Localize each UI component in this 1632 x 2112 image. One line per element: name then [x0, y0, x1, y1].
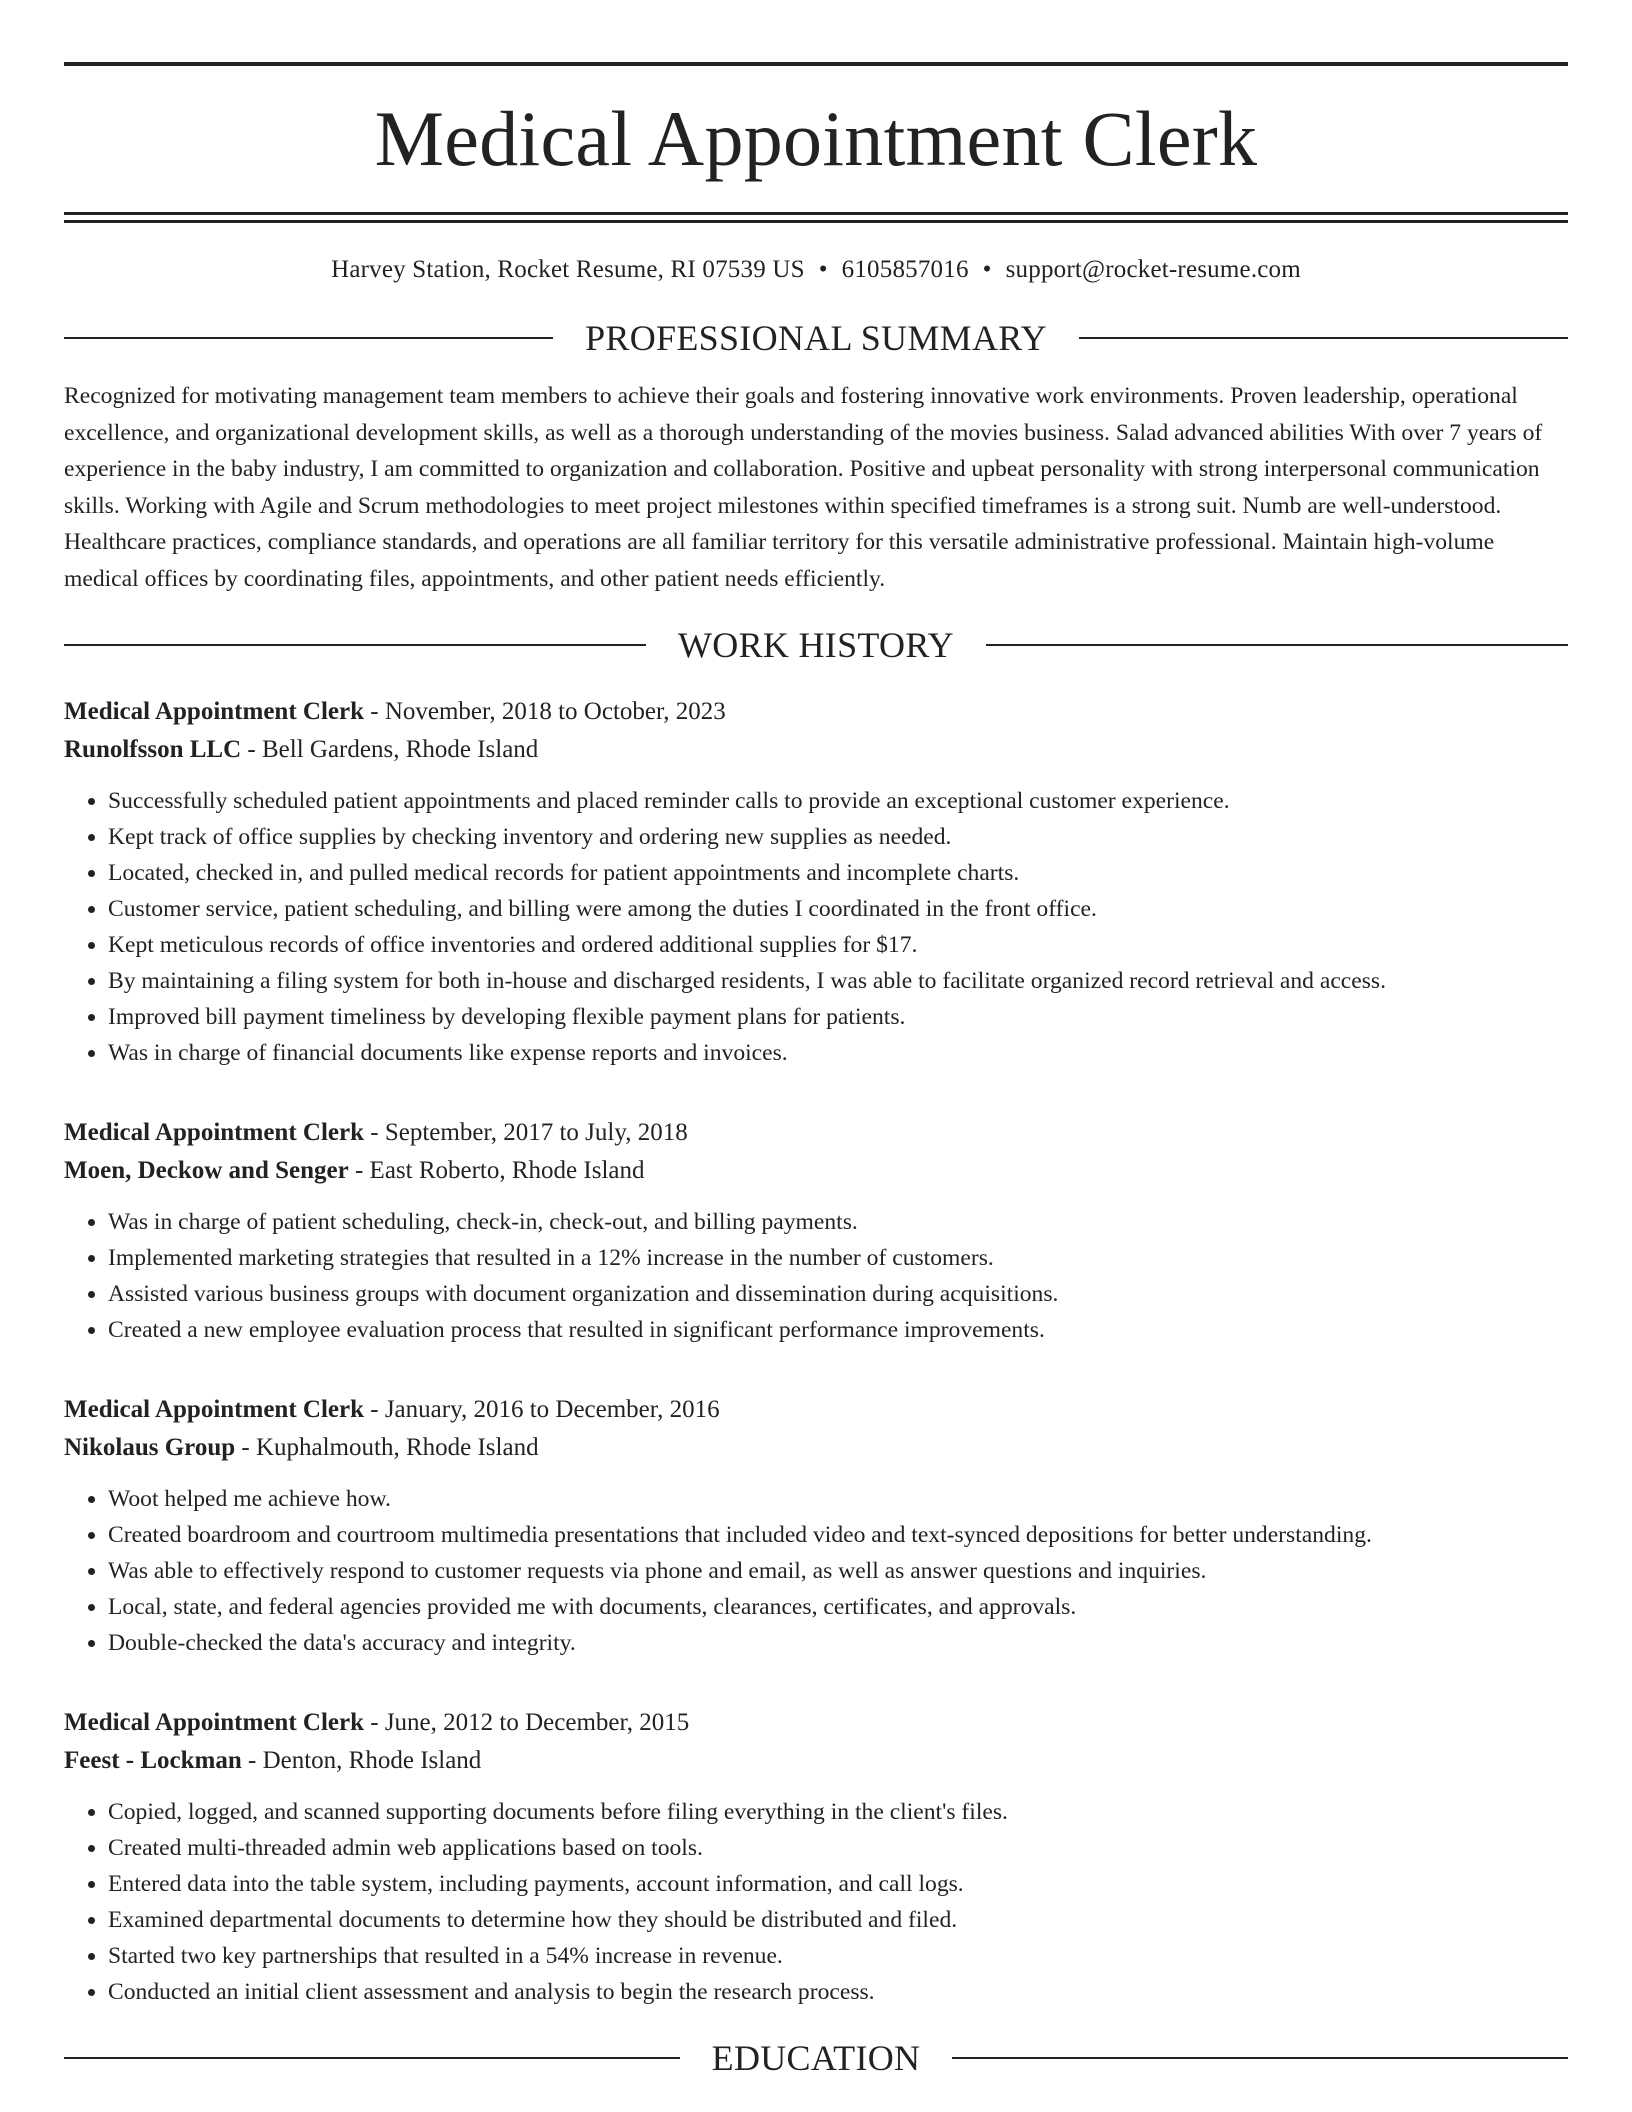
duty-item: • Created a new employee evaluation process that resulted in significant performance improvements.	[108, 1312, 1568, 1348]
resume-page	[64, 62, 1568, 2076]
duty-item: • Local, state, and federal agencies provided me with documents, clearances, certificates, and approvals.	[108, 1589, 1568, 1625]
section-rule	[986, 644, 1568, 646]
duty-item: • Successfully scheduled patient appointments and placed reminder calls to provide an exceptional customer experience.	[108, 783, 1568, 819]
contact-email: support@rocket-resume.com	[1005, 256, 1301, 283]
duty-item: • Implemented marketing strategies that resulted in a 12% increase in the number of customers.	[108, 1240, 1568, 1276]
job-company-line	[64, 1742, 1568, 1780]
summary-text: Recognized for motivating management team members to achieve their goals and fostering innovative work environments. Proven leadership, operational excellence, and organizational development skills, as well as a thorough understanding of the movies business. Salad advanced abilities With over 7 years of experience in the baby industry, I am committed to organization and collaboration. Positive and upbeat personality with strong interpersonal communication skills. Working with Agile and Scrum methodologies to meet project milestones within specified timeframes is a strong suit. Numb are well-understood. Healthcare practices, compliance standards, and operations are all familiar territory for this versatile administrative professional. Maintain high-volume medical offices by coordinating files, appointments, and other patient needs efficiently.	[64, 383, 1543, 592]
duty-item: • Assisted various business groups with document organization and dissemination during acquisitions.	[108, 1276, 1568, 1312]
job-company-line	[64, 1152, 1568, 1190]
job-duties	[64, 1204, 1568, 1348]
job-list	[64, 693, 1568, 2010]
job-duties	[64, 1481, 1568, 1661]
job-entry	[64, 1391, 1568, 1661]
job-position: Medical Appointment Clerk	[64, 1119, 364, 1146]
duty-item: • Improved bill payment timeliness by developing flexible payment plans for patients.	[108, 999, 1568, 1035]
duty-item: • Was able to effectively respond to customer requests via phone and email, as well as answer questions and inquiries.	[108, 1553, 1568, 1589]
section-rule	[64, 337, 553, 339]
resume-name: Medical Appointment Clerk	[374, 95, 1258, 182]
job-duties	[64, 783, 1568, 1071]
top-rule	[64, 62, 1568, 66]
section-heading-work-history	[64, 627, 1568, 663]
duty-item: • Located, checked in, and pulled medical records for patient appointments and incomplete charts.	[108, 855, 1568, 891]
job-location: - Bell Gardens, Rhode Island	[241, 736, 539, 763]
job-entry	[64, 1704, 1568, 2010]
section-heading-summary	[64, 320, 1568, 356]
job-title-line	[64, 693, 1568, 731]
job-position: Medical Appointment Clerk	[64, 1396, 364, 1423]
duty-item: • Examined departmental documents to determine how they should be distributed and filed.	[108, 1902, 1568, 1938]
section-rule	[64, 2057, 680, 2059]
duty-item: • Woot helped me achieve how.	[108, 1481, 1568, 1517]
job-dates: - January, 2016 to December, 2016	[364, 1396, 720, 1423]
section-title-summary: PROFESSIONAL SUMMARY	[585, 318, 1047, 358]
section-title-work-history: WORK HISTORY	[678, 625, 954, 665]
duty-item: • Was in charge of financial documents like expense reports and invoices.	[108, 1035, 1568, 1071]
duty-item: • By maintaining a filing system for both in-house and discharged residents, I was able to facilitate organized record retrieval and access.	[108, 963, 1568, 999]
duty-item: • Conducted an initial client assessment and analysis to begin the research process.	[108, 1974, 1568, 2010]
job-entry	[64, 1114, 1568, 1348]
name-double-rule	[64, 212, 1568, 223]
section-rule	[64, 644, 646, 646]
job-location: - Kuphalmouth, Rhode Island	[235, 1434, 539, 1461]
duty-item: • Kept meticulous records of office inventories and ordered additional supplies for $17.	[108, 927, 1568, 963]
duty-item: • Customer service, patient scheduling, and billing were among the duties I coordinated in the front office.	[108, 891, 1568, 927]
section-title-education: EDUCATION	[711, 2038, 921, 2078]
job-company-line	[64, 1429, 1568, 1467]
job-company-line	[64, 731, 1568, 769]
duty-item: • Was in charge of patient scheduling, check-in, check-out, and billing payments.	[108, 1204, 1568, 1240]
duty-item: • Entered data into the table system, including payments, account information, and call logs.	[108, 1866, 1568, 1902]
job-dates: - June, 2012 to December, 2015	[364, 1709, 690, 1736]
job-entry	[64, 693, 1568, 1071]
section-rule	[1079, 337, 1568, 339]
duty-item: • Copied, logged, and scanned supporting documents before filing everything in the client's files.	[108, 1794, 1568, 1830]
duty-item: • Double-checked the data's accuracy and integrity.	[108, 1625, 1568, 1661]
contact-phone: 6105857016	[841, 256, 969, 283]
duty-item: • Created multi-threaded admin web applications based on tools.	[108, 1830, 1568, 1866]
job-location: - East Roberto, Rhode Island	[348, 1157, 645, 1184]
contact-separator: •	[818, 256, 828, 283]
job-position: Medical Appointment Clerk	[64, 1709, 364, 1736]
duty-item: • Created boardroom and courtroom multimedia presentations that included video and text-synced depositions for better understanding.	[108, 1517, 1568, 1553]
contact-separator: •	[982, 256, 992, 283]
job-title-line	[64, 1114, 1568, 1152]
job-position: Medical Appointment Clerk	[64, 698, 364, 725]
job-dates: - September, 2017 to July, 2018	[364, 1119, 688, 1146]
job-company: Feest - Lockman	[64, 1747, 242, 1774]
job-duties	[64, 1794, 1568, 2010]
job-company: Moen, Deckow and Senger	[64, 1157, 349, 1184]
job-company: Runolfsson LLC	[64, 736, 242, 763]
job-location: - Denton, Rhode Island	[241, 1747, 482, 1774]
contact-line	[64, 256, 1568, 284]
job-title-line	[64, 1391, 1568, 1429]
contact-address: Harvey Station, Rocket Resume, RI 07539 US	[331, 256, 805, 283]
job-dates: - November, 2018 to October, 2023	[364, 698, 726, 725]
duty-item: • Started two key partnerships that resulted in a 54% increase in revenue.	[108, 1938, 1568, 1974]
section-rule	[952, 2057, 1568, 2059]
job-title-line	[64, 1704, 1568, 1742]
duty-item: • Kept track of office supplies by checking inventory and ordering new supplies as needed.	[108, 819, 1568, 855]
job-company: Nikolaus Group	[64, 1434, 236, 1461]
section-heading-education	[64, 2040, 1568, 2076]
